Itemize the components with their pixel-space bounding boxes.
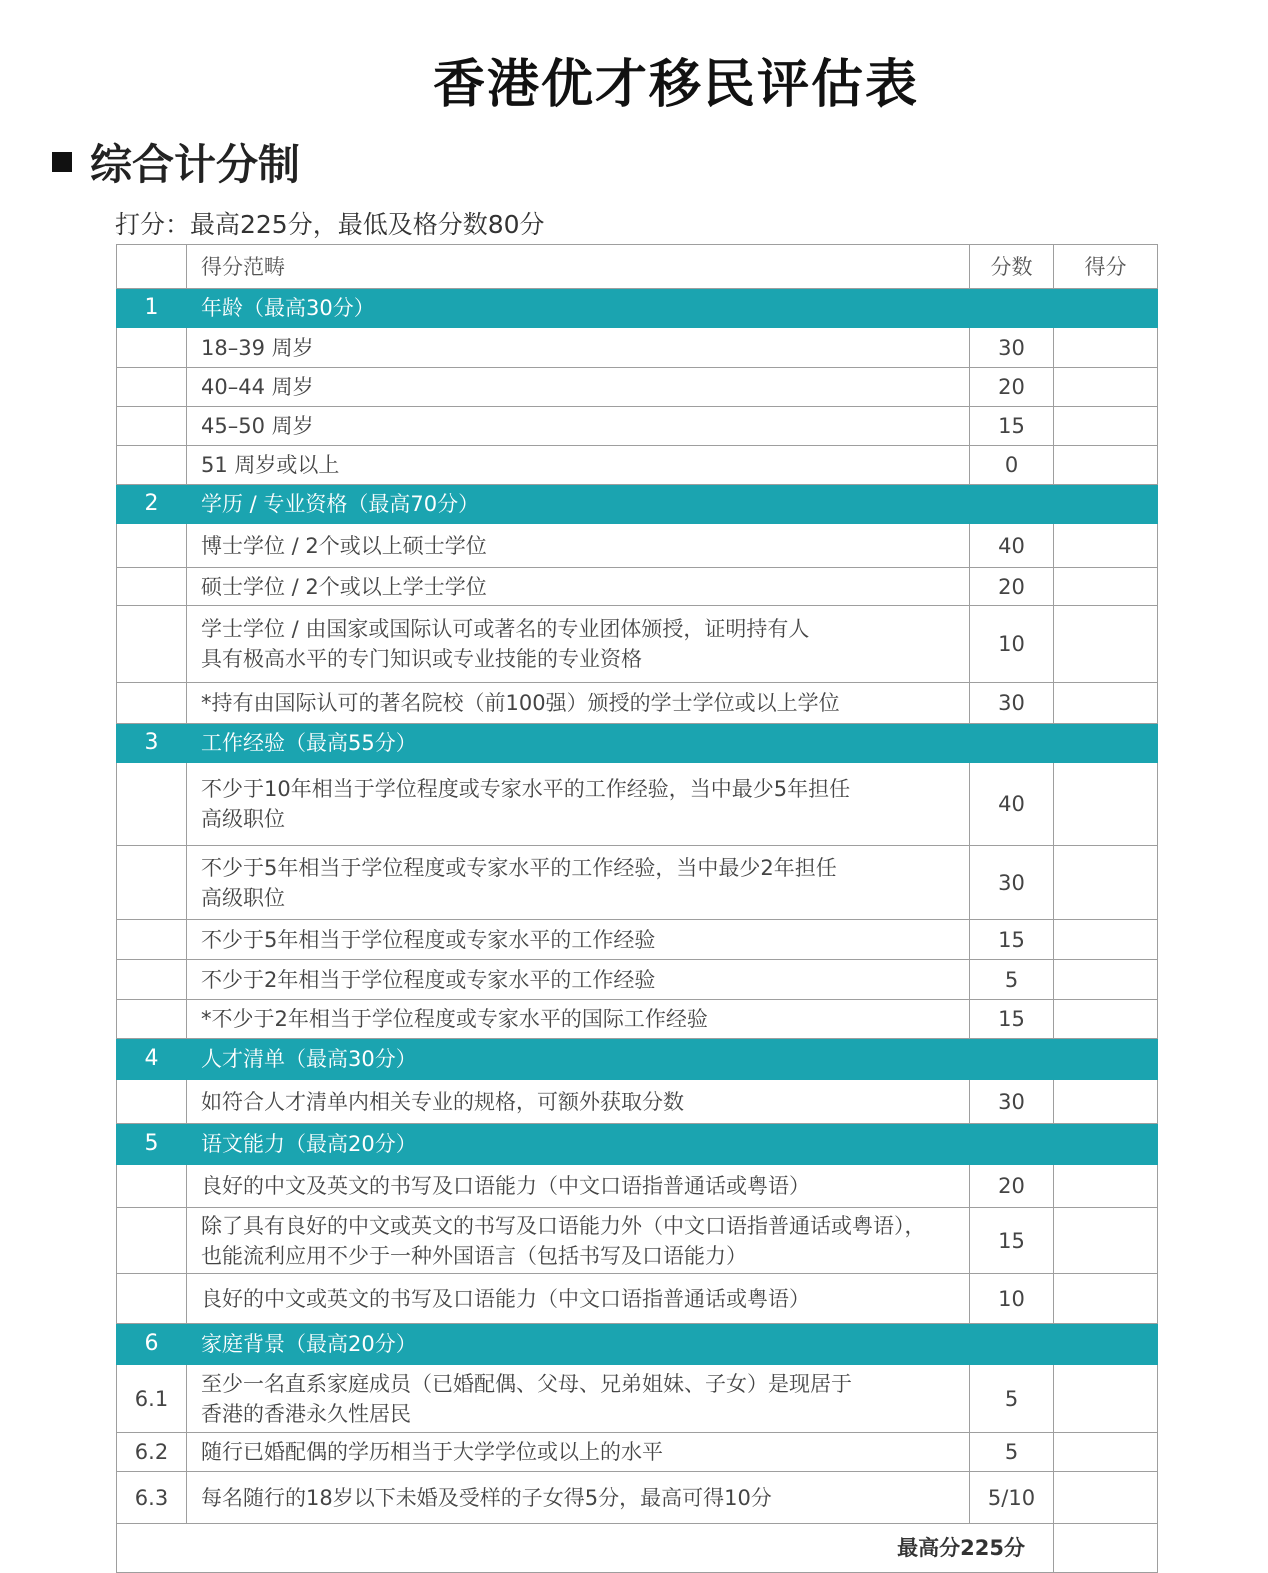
row-label-line2: 香港的香港永久性居民	[201, 1401, 411, 1426]
row-points: 40	[970, 763, 1054, 846]
row-points: 0	[970, 446, 1054, 485]
table-row	[117, 1274, 1158, 1324]
row-description	[187, 446, 970, 485]
row-description	[187, 763, 970, 846]
row-description	[187, 920, 970, 960]
table-row	[117, 960, 1158, 1000]
category-row	[117, 1124, 1158, 1165]
category-number: 6	[117, 1324, 187, 1365]
row-label: 良好的中文或英文的书写及口语能力（中文口语指普通话或粤语）	[201, 1286, 810, 1311]
row-index: 6.3	[117, 1472, 187, 1524]
score-input-cell[interactable]	[1054, 568, 1158, 606]
row-label: *持有由国际认可的著名院校（前100强）颁授的学士学位或以上学位	[201, 691, 840, 715]
row-label-line2: 也能流利应用不少于一种外国语言（包括书写及口语能力）	[201, 1243, 747, 1268]
category-number: 4	[117, 1039, 187, 1080]
row-label: 不少于2年相当于学位程度或专家水平的工作经验	[201, 967, 656, 992]
row-points: 5	[970, 960, 1054, 1000]
score-input-cell[interactable]	[1054, 524, 1158, 568]
row-description	[187, 407, 970, 446]
row-label: 不少于5年相当于学位程度或专家水平的工作经验，当中最少2年担任	[201, 855, 837, 880]
row-description	[187, 1365, 970, 1433]
row-description	[187, 368, 970, 407]
table-row	[117, 846, 1158, 920]
category-number: 3	[117, 724, 187, 763]
row-description	[187, 1472, 970, 1524]
row-description	[187, 846, 970, 920]
row-description	[187, 328, 970, 368]
header-index-cell	[117, 245, 187, 289]
table-row	[117, 1472, 1158, 1524]
table-row	[117, 606, 1158, 683]
category-row	[117, 1324, 1158, 1365]
row-points: 30	[970, 1080, 1054, 1124]
category-number: 2	[117, 485, 187, 524]
category-number: 1	[117, 289, 187, 328]
row-description	[187, 1274, 970, 1324]
row-points: 15	[970, 1208, 1054, 1274]
score-input-cell[interactable]	[1054, 1274, 1158, 1324]
table-row	[117, 328, 1158, 368]
row-index: 6.1	[117, 1365, 187, 1433]
row-label: 40–44 周岁	[201, 375, 314, 399]
row-index	[117, 446, 187, 485]
score-input-cell[interactable]	[1054, 1165, 1158, 1208]
row-points: 5	[970, 1433, 1054, 1472]
row-label: 不少于10年相当于学位程度或专家水平的工作经验，当中最少5年担任	[201, 777, 851, 801]
score-input-cell[interactable]	[1054, 846, 1158, 920]
row-label: 不少于5年相当于学位程度或专家水平的工作经验	[201, 927, 656, 952]
row-points: 5	[970, 1365, 1054, 1433]
row-index	[117, 1274, 187, 1324]
table-row	[117, 407, 1158, 446]
row-index: 6.2	[117, 1433, 187, 1472]
square-bullet-icon	[52, 152, 72, 172]
row-index	[117, 920, 187, 960]
row-description	[187, 1165, 970, 1208]
score-input-cell[interactable]	[1054, 606, 1158, 683]
table-row	[117, 1208, 1158, 1274]
header-category: 得分范畴	[187, 245, 970, 289]
category-title: 年龄（最高30分）	[187, 289, 1158, 328]
row-index	[117, 683, 187, 724]
table-row	[117, 1165, 1158, 1208]
score-input-cell[interactable]	[1054, 920, 1158, 960]
table-header-row	[117, 245, 1158, 289]
row-description	[187, 1433, 970, 1472]
row-label: 除了具有良好的中文或英文的书写及口语能力外（中文口语指普通话或粤语），	[201, 1213, 926, 1238]
table-row	[117, 920, 1158, 960]
row-index	[117, 1208, 187, 1274]
row-label-line2: 高级职位	[201, 885, 285, 910]
assessment-table	[116, 244, 1158, 1573]
category-row	[117, 289, 1158, 328]
header-points: 分数	[970, 245, 1054, 289]
category-title: 人才清单（最高30分）	[187, 1039, 1158, 1080]
table-row	[117, 763, 1158, 846]
page-title: 香港优才移民评估表	[432, 55, 919, 115]
score-input-cell[interactable]	[1054, 1208, 1158, 1274]
row-index	[117, 1000, 187, 1039]
row-label: 随行已婚配偶的学历相当于大学学位或以上的水平	[201, 1440, 663, 1464]
table-row	[117, 524, 1158, 568]
row-index	[117, 328, 187, 368]
score-input-cell[interactable]	[1054, 407, 1158, 446]
total-row	[117, 1524, 1158, 1573]
section-title: 综合计分制	[90, 140, 301, 189]
score-input-cell[interactable]	[1054, 1365, 1158, 1433]
row-points: 15	[970, 407, 1054, 446]
category-title: 语文能力（最高20分）	[187, 1124, 1158, 1165]
category-number: 5	[117, 1124, 187, 1165]
row-points: 20	[970, 1165, 1054, 1208]
table-row	[117, 446, 1158, 485]
score-input-cell[interactable]	[1054, 763, 1158, 846]
score-input-cell[interactable]	[1054, 683, 1158, 724]
row-index	[117, 568, 187, 606]
row-index	[117, 1080, 187, 1124]
row-points: 20	[970, 368, 1054, 407]
score-input-cell[interactable]	[1054, 446, 1158, 485]
row-label: 18–39 周岁	[201, 335, 314, 360]
row-description	[187, 568, 970, 606]
row-index	[117, 606, 187, 683]
row-description	[187, 524, 970, 568]
row-index	[117, 763, 187, 846]
row-index	[117, 960, 187, 1000]
row-index	[117, 407, 187, 446]
row-index	[117, 846, 187, 920]
row-label: 学士学位 / 由国家或国际认可或著名的专业团体颁授，证明持有人	[201, 617, 810, 641]
category-row	[117, 724, 1158, 763]
row-label: 硕士学位 / 2个或以上学士学位	[201, 574, 487, 599]
row-description	[187, 683, 970, 724]
row-points: 10	[970, 1274, 1054, 1324]
table-row	[117, 1000, 1158, 1039]
scoring-note: 打分：最高225分，最低及格分数80分	[115, 210, 545, 239]
row-label: 45–50 周岁	[201, 414, 314, 438]
row-points: 30	[970, 328, 1054, 368]
row-label: 至少一名直系家庭成员（已婚配偶、父母、兄弟姐妹、子女）是现居于	[201, 1371, 852, 1396]
header-score: 得分	[1054, 245, 1158, 289]
row-label: 良好的中文及英文的书写及口语能力（中文口语指普通话或粤语）	[201, 1174, 810, 1198]
table-row	[117, 683, 1158, 724]
score-input-cell[interactable]	[1054, 1472, 1158, 1524]
score-input-cell[interactable]	[1054, 368, 1158, 407]
row-label-line2: 高级职位	[201, 807, 285, 831]
score-input-cell[interactable]	[1054, 1080, 1158, 1124]
row-points: 30	[970, 846, 1054, 920]
row-index	[117, 524, 187, 568]
section-heading	[52, 132, 300, 192]
row-index	[117, 368, 187, 407]
row-description	[187, 1000, 970, 1039]
row-points: 15	[970, 1000, 1054, 1039]
table-row	[117, 1080, 1158, 1124]
row-description	[187, 606, 970, 683]
row-label: 如符合人才清单内相关专业的规格，可额外获取分数	[201, 1089, 684, 1114]
row-label: *不少于2年相当于学位程度或专家水平的国际工作经验	[201, 1007, 708, 1031]
row-points: 40	[970, 524, 1054, 568]
category-row	[117, 485, 1158, 524]
table-row	[117, 368, 1158, 407]
category-row	[117, 1039, 1158, 1080]
total-score-cell[interactable]	[1054, 1524, 1158, 1573]
row-points: 30	[970, 683, 1054, 724]
row-description	[187, 1208, 970, 1274]
row-points: 20	[970, 568, 1054, 606]
row-label: 每名随行的18岁以下未婚及受样的子女得5分，最高可得10分	[201, 1485, 772, 1510]
row-points: 5/10	[970, 1472, 1054, 1524]
score-input-cell[interactable]	[1054, 328, 1158, 368]
row-description	[187, 960, 970, 1000]
category-title: 家庭背景（最高20分）	[187, 1324, 1158, 1365]
row-label-line2: 具有极高水平的专门知识或专业技能的专业资格	[201, 647, 642, 671]
score-input-cell[interactable]	[1054, 1000, 1158, 1039]
row-label: 51 周岁或以上	[201, 453, 340, 477]
row-description	[187, 1080, 970, 1124]
table-row	[117, 1365, 1158, 1433]
row-points: 10	[970, 606, 1054, 683]
category-title: 学历 / 专业资格（最高70分）	[187, 485, 1158, 524]
score-input-cell[interactable]	[1054, 960, 1158, 1000]
table-row	[117, 1433, 1158, 1472]
row-label: 博士学位 / 2个或以上硕士学位	[201, 533, 487, 558]
score-input-cell[interactable]	[1054, 1433, 1158, 1472]
table-row	[117, 568, 1158, 606]
total-label: 最高分225分	[117, 1524, 1054, 1573]
row-index	[117, 1165, 187, 1208]
row-points: 15	[970, 920, 1054, 960]
category-title: 工作经验（最高55分）	[187, 724, 1158, 763]
